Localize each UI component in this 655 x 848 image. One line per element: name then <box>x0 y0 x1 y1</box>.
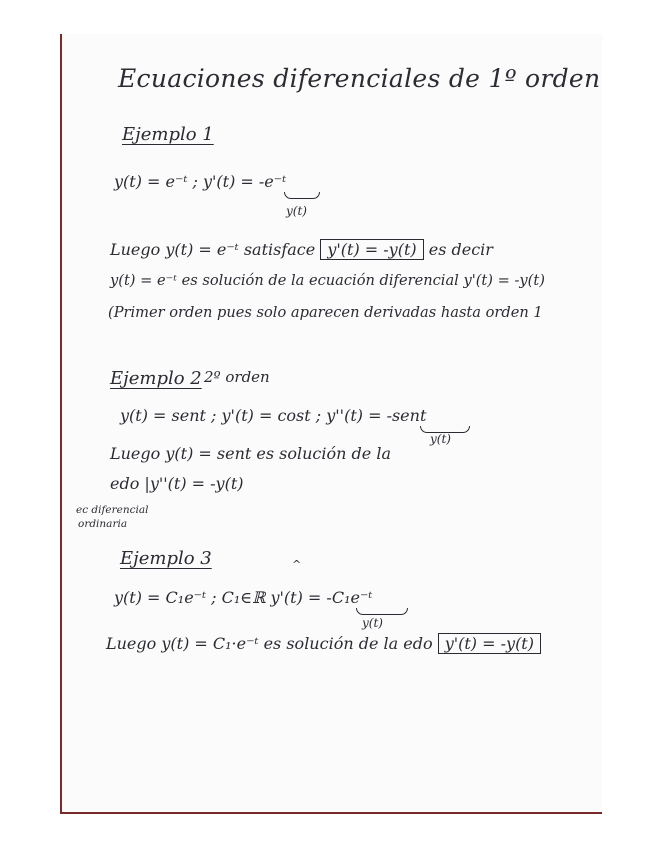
ex1-line1-text: Luego y(t) = e⁻ᵗ satisface <box>110 240 316 259</box>
ex1-line3: (Primer orden pues solo aparecen derivadas hasta orden 1 <box>108 304 543 321</box>
ex3-equation: y(t) = C₁e⁻ᵗ ; C₁∈ℝ y'(t) = -C₁e⁻ᵗ <box>114 588 373 607</box>
ex2-note-2: ordinaria <box>78 518 128 530</box>
ex1-boxed-equation: y'(t) = -y(t) <box>320 239 423 260</box>
ex1-equation: y(t) = e⁻ᵗ ; y'(t) = -e⁻ᵗ <box>114 172 287 191</box>
ex2-line2: edo |y''(t) = -y(t) <box>110 474 244 493</box>
ex2-line1: Luego y(t) = sent es solución de la <box>110 444 391 463</box>
ex3-underbrace <box>356 608 408 615</box>
ex1-underbrace <box>284 192 320 199</box>
ex1-under-label: y(t) <box>286 204 307 218</box>
page-title: Ecuaciones diferenciales de 1º orden <box>118 64 601 93</box>
ex3-boxed-equation: y'(t) = -y(t) <box>438 633 541 654</box>
ex2-heading: Ejemplo 2 <box>110 368 202 389</box>
ex2-equation: y(t) = sent ; y'(t) = cost ; y''(t) = -sent <box>120 406 427 425</box>
caret-mark: ^ <box>292 558 302 571</box>
ex3-heading: Ejemplo 3 <box>120 548 212 569</box>
ex1-line1 <box>110 240 493 259</box>
ex2-subtitle: 2º orden <box>204 368 270 386</box>
ex2-under-label: y(t) <box>430 432 451 446</box>
ex3-line1 <box>106 634 541 653</box>
ex1-heading: Ejemplo 1 <box>122 124 214 145</box>
ex2-note-1: ec diferencial <box>76 504 149 516</box>
ex3-line1-text: Luego y(t) = C₁·e⁻ᵗ es solución de la edo <box>106 634 433 653</box>
ex1-line1-tail: es decir <box>428 240 493 259</box>
ex3-under-label: y(t) <box>362 616 383 630</box>
ex1-line2: y(t) = e⁻ᵗ es solución de la ecuación diferencial y'(t) = -y(t) <box>110 272 545 289</box>
